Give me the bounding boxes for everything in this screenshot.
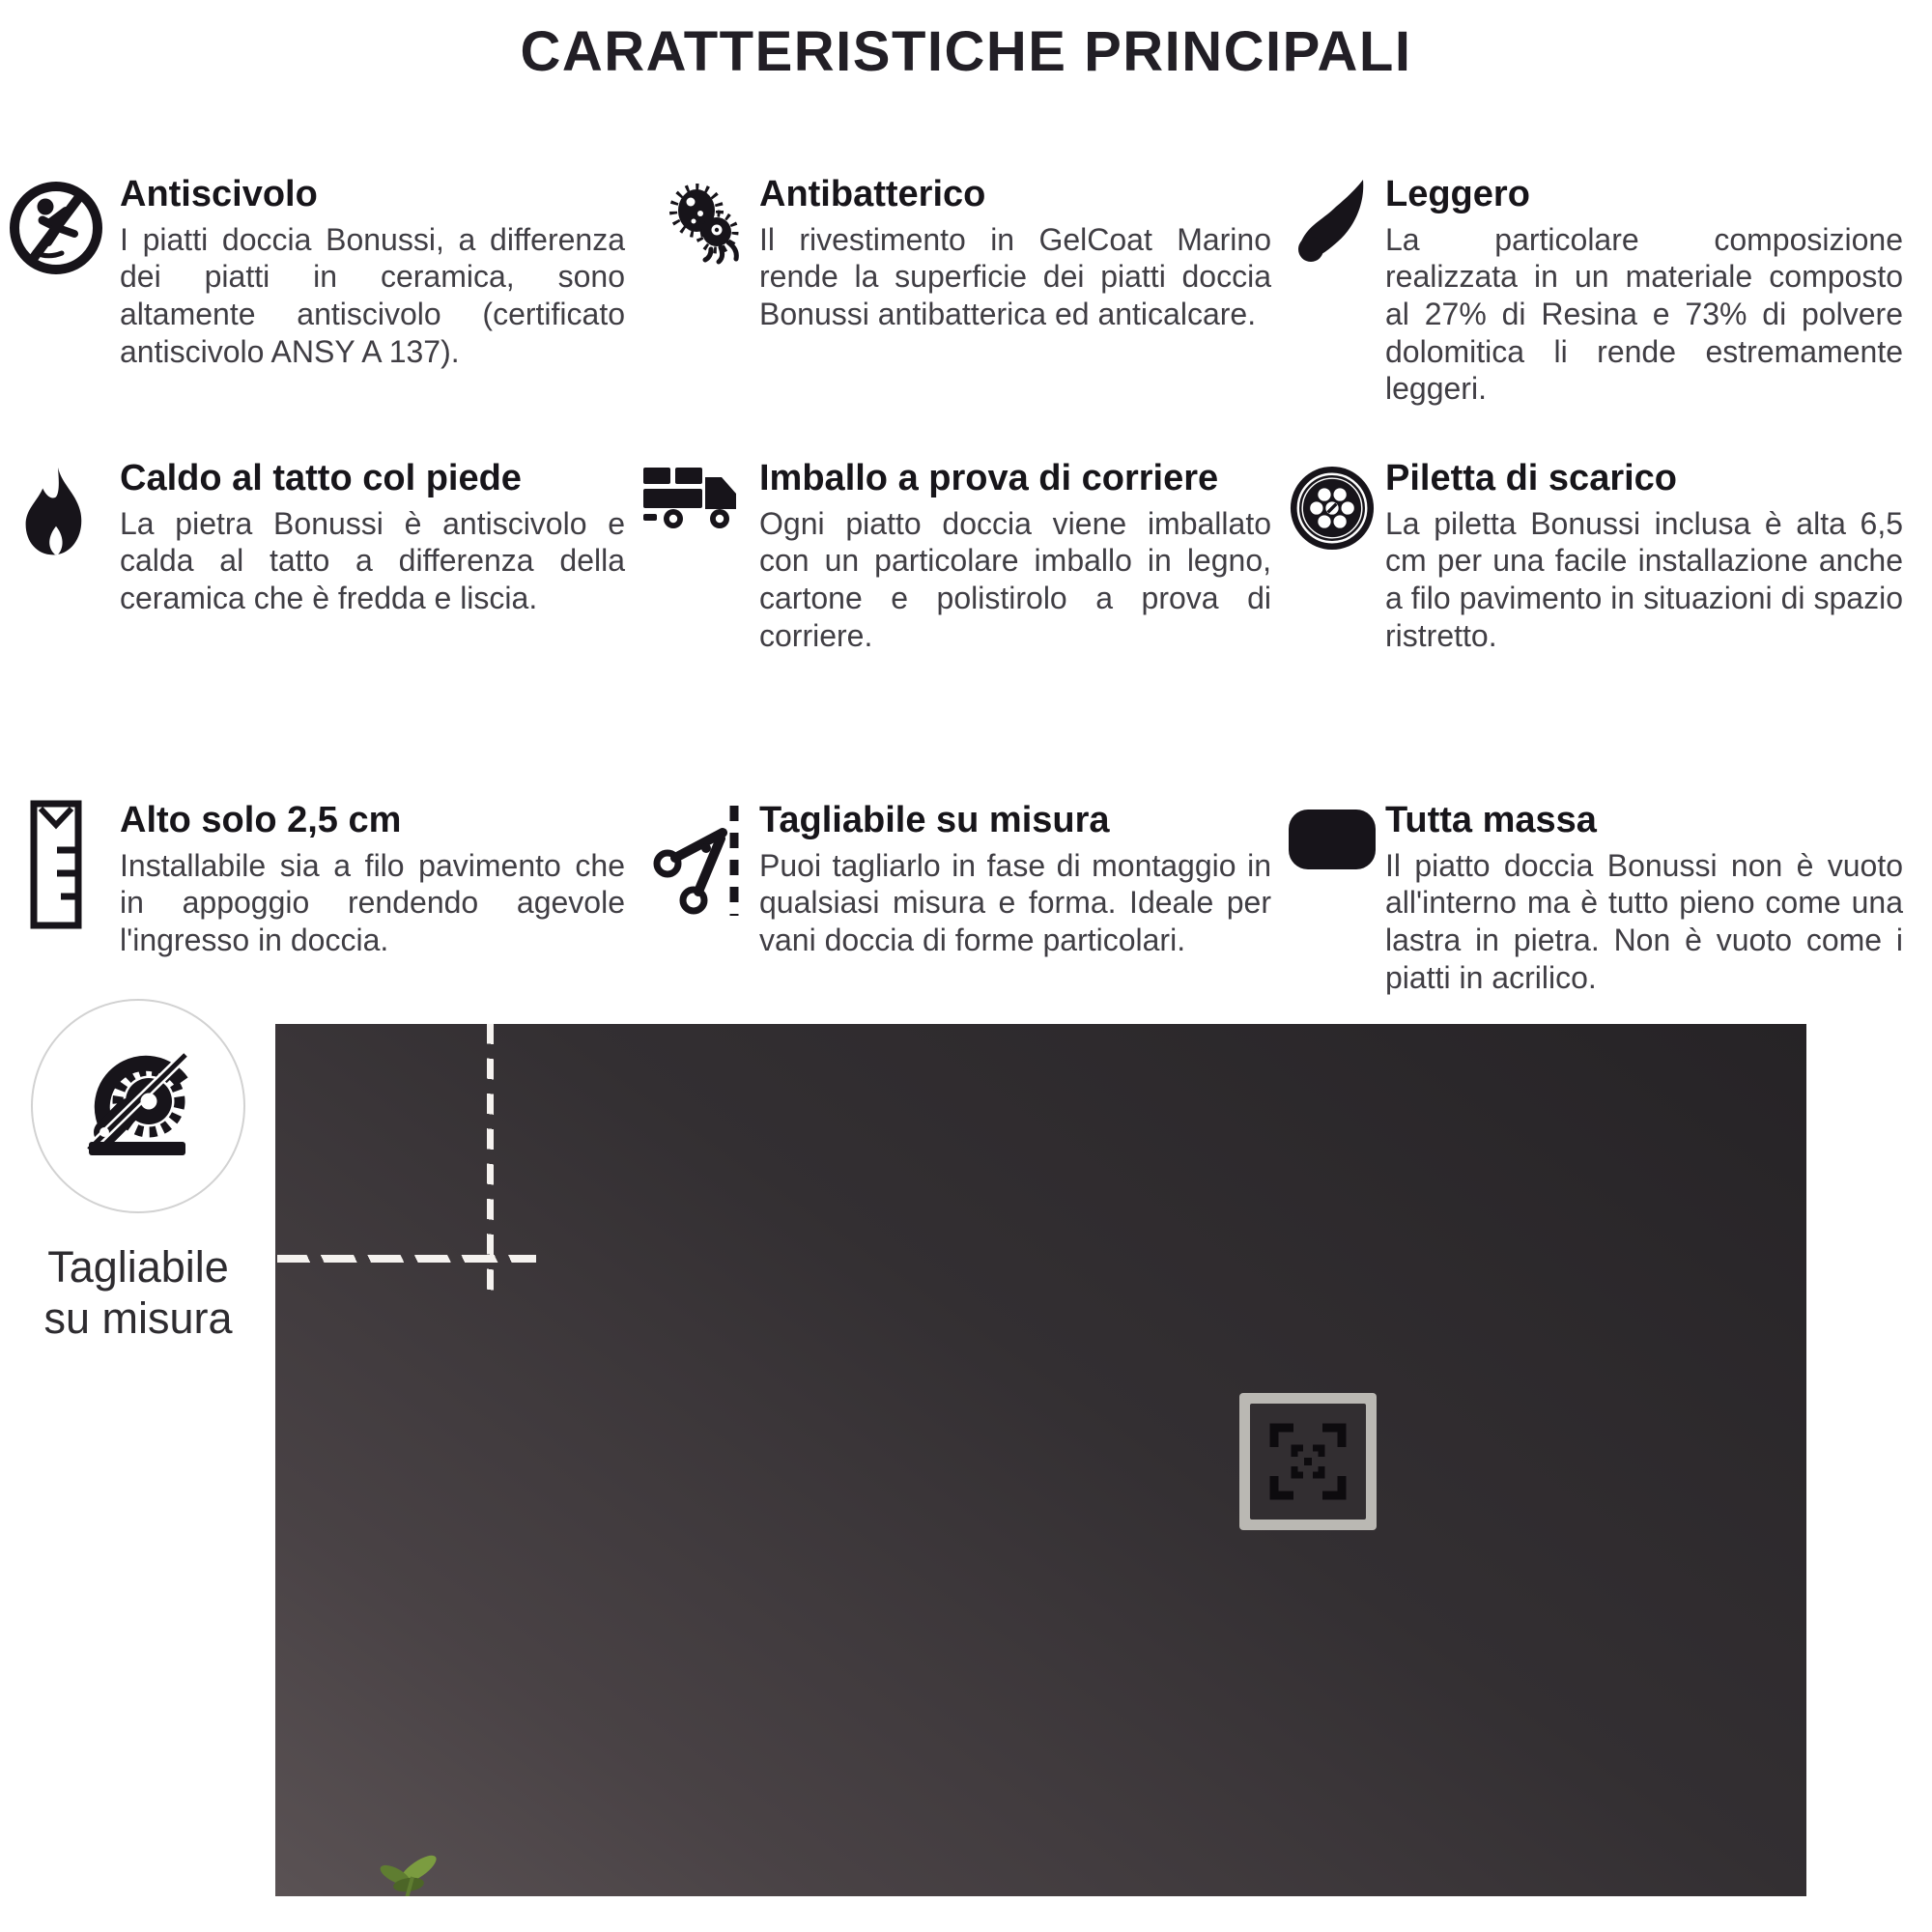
feature-title: Caldo al tatto col piede <box>120 458 522 498</box>
feature-description: Installabile sia a filo pavimento che in appoggio rendendo agevole l'ingresso in doccia. <box>120 847 625 957</box>
feature-caldo-al-tatto <box>2 458 625 617</box>
feature-antiscivolo <box>2 174 625 370</box>
feature-title: Tutta massa <box>1385 800 1597 840</box>
feature-title: Antibatterico <box>759 174 986 214</box>
cut-line-horizontal <box>277 1255 536 1263</box>
feature-text-block <box>759 800 1271 959</box>
feature-text-block <box>120 458 625 617</box>
no-slip-icon <box>2 174 110 278</box>
feather-icon <box>1289 174 1376 269</box>
feature-tagliabile <box>649 800 1271 959</box>
solid-mass-icon <box>1289 800 1376 869</box>
feature-title: Alto solo 2,5 cm <box>120 800 402 840</box>
feature-description: La pietra Bonussi è antiscivolo e calda al tatto a differenza della ceramica che è fredda e liscia. <box>120 505 625 615</box>
scissors-cut-icon <box>649 800 750 918</box>
feature-leggero <box>1289 174 1903 408</box>
plant-leaves <box>370 1852 447 1896</box>
square-drain <box>1239 1393 1377 1530</box>
feature-title: Piletta di scarico <box>1385 458 1678 498</box>
feature-imballo <box>638 458 1271 654</box>
drain-icon <box>1289 458 1376 553</box>
ruler-icon <box>2 800 110 929</box>
feature-description: Ogni piatto doccia viene imballato con un particolare imballo in legno, cartone e polistirolo a prova di corriere. <box>759 505 1271 653</box>
feature-alto-25 <box>2 800 625 959</box>
feature-description: La particolare composizione realizzata in un materiale composto al 27% di Resina e 73% di polvere dolomitica li rende estremamente leggeri. <box>1385 221 1903 407</box>
feature-text-block <box>120 800 625 959</box>
feature-piletta <box>1289 458 1903 654</box>
flame-icon <box>2 458 110 564</box>
feature-title: Leggero <box>1385 174 1530 214</box>
circular-saw-icon <box>31 999 245 1213</box>
delivery-truck-icon <box>638 458 750 531</box>
feature-antibatterico <box>665 174 1271 333</box>
page-title: CARATTERISTICHE PRINCIPALI <box>520 20 1412 83</box>
feature-title: Antiscivolo <box>120 174 318 214</box>
square-drain-grate <box>1250 1404 1366 1520</box>
feature-text-block <box>120 174 625 370</box>
badge-label-line2: su misura <box>43 1293 233 1343</box>
feature-text-block <box>759 458 1271 654</box>
feature-text-block <box>1385 800 1903 996</box>
feature-description: Il rivestimento in GelCoat Marino rende la superficie dei piatti doccia Bonussi antibatterica ed anticalcare. <box>759 221 1271 331</box>
bacteria-icon <box>665 174 750 265</box>
feature-title: Tagliabile su misura <box>759 800 1110 840</box>
feature-text-block <box>1385 458 1903 654</box>
feature-tutta-massa <box>1289 800 1903 996</box>
feature-description: La piletta Bonussi inclusa è alta 6,5 cm per una facile installazione anche a filo pavimento in situazioni di spazio ristretto. <box>1385 505 1903 653</box>
badge-label <box>17 1242 259 1344</box>
feature-description: Puoi tagliarlo in fase di montaggio in qualsiasi misura e forma. Ideale per vani doccia di forme particolari. <box>759 847 1271 957</box>
product-photo <box>275 1024 1806 1896</box>
feature-text-block <box>1385 174 1903 408</box>
feature-title: Imballo a prova di corriere <box>759 458 1219 498</box>
badge-label-line1: Tagliabile <box>47 1242 229 1292</box>
feature-description: Il piatto doccia Bonussi non è vuoto all'interno ma è tutto pieno come una lastra in pietra. Non è vuoto come i piatti in acrilico. <box>1385 847 1903 995</box>
feature-description: I piatti doccia Bonussi, a differenza dei piatti in ceramica, sono altamente antiscivolo (certificato antiscivolo ANSY A 137). <box>120 221 625 369</box>
feature-text-block <box>759 174 1271 333</box>
